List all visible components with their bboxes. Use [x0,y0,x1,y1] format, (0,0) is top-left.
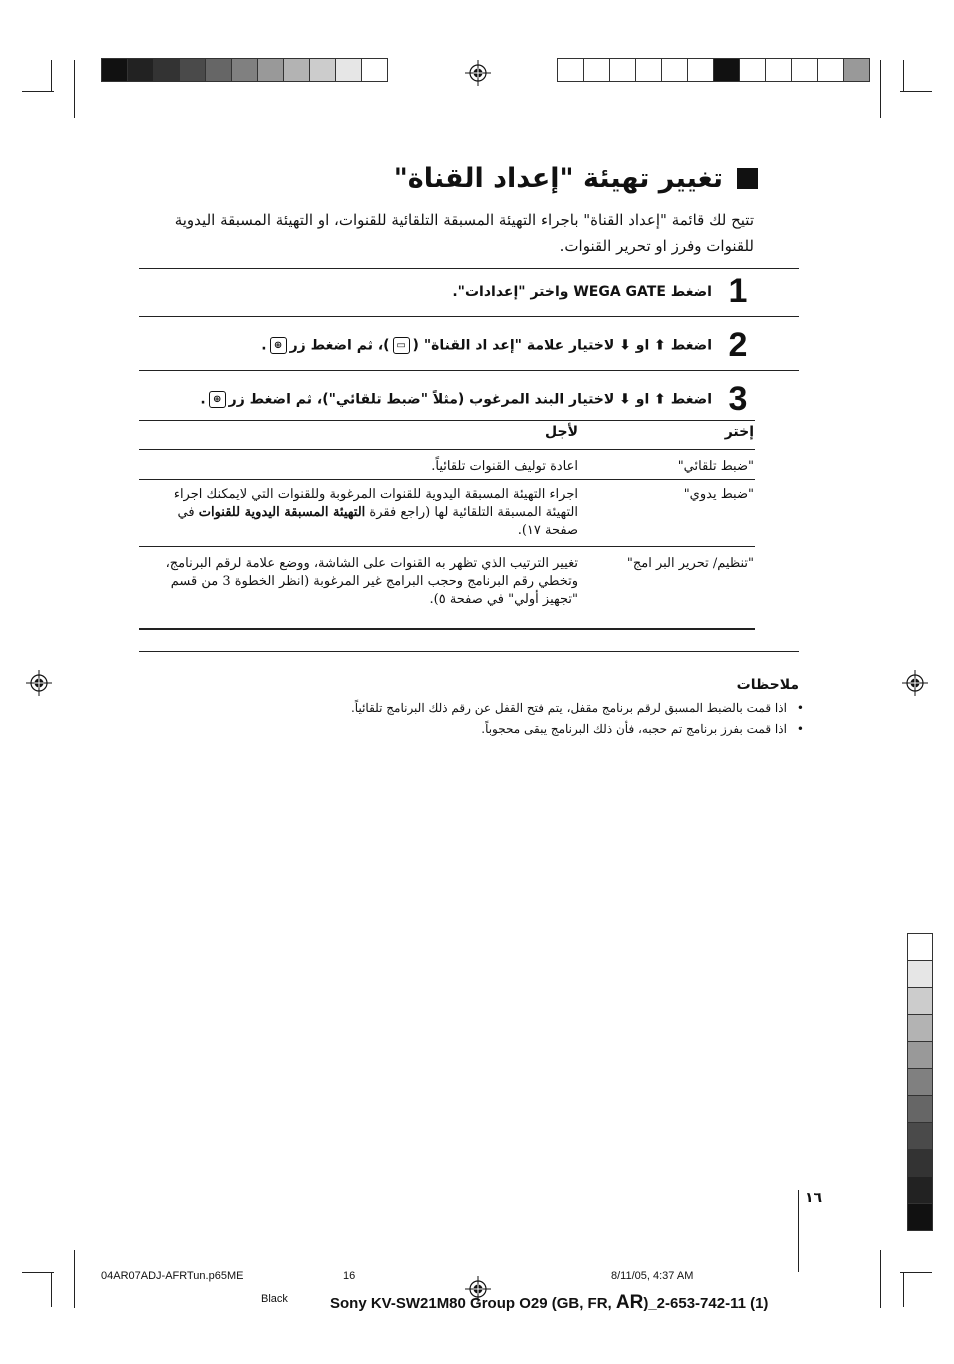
color-swatch [361,58,388,82]
color-swatch [907,1095,933,1123]
ok-button-icon: ⊕ [209,391,226,408]
color-swatch [583,58,610,82]
color-swatch [907,1176,933,1204]
footer-color: Black [261,1293,288,1305]
table-top-border [139,420,755,421]
color-calibration-bar-side [907,933,932,1230]
footer-date: 8/11/05, 4:37 AM [611,1270,694,1282]
channel-setup-icon: ▭ [393,337,410,354]
crop-mark [74,60,75,118]
footer-product-part: Sony KV-SW21M80 Group O29 (GB, FR, [330,1295,616,1312]
crop-mark [51,60,52,92]
crop-mark [880,60,881,118]
color-swatch [791,58,818,82]
registration-mark-icon [26,670,52,696]
heading-square-icon [737,168,758,189]
table-cell-purpose [158,486,578,540]
list-item: • اذا قمت بالضبط المسبق لرقم برنامج مقفل، يتم فتح القفل عن رقم ذلك البرنامج تلقائياً. [204,698,804,719]
footer-product-part: AR [615,1292,644,1313]
color-swatch [283,58,310,82]
footer-page: 16 [343,1270,356,1282]
step-number: 1 [728,272,748,310]
notes-list [204,698,804,740]
table-cell-text: في صفحة ١٧). [177,505,578,538]
crop-mark [903,1272,904,1307]
color-swatch [843,58,870,82]
page-number: ١٦ [805,1190,823,1206]
table-cell-select: "ضبط يدوي" [683,487,754,502]
step-text-part: )، ثم اضغط زر [289,337,390,354]
crop-mark [903,60,904,92]
crop-mark [74,1250,75,1308]
section-heading [394,163,758,194]
color-swatch [205,58,232,82]
ok-button-icon: ⊕ [270,337,287,354]
step-text-part: اضغط ⬆ او ⬇ لاختيار البند المرغوب (مثلاً "ضبط تلقائي")، ثم اضغط زر [228,391,712,408]
divider [139,316,799,317]
step-text-part: . [261,337,267,354]
notes-heading: ملاحظات [736,677,799,693]
table-cell-select: "ضبط تلقائي" [677,459,754,474]
registration-mark-icon [902,670,928,696]
table-header-select: إختر [724,424,754,440]
color-swatch [907,933,933,961]
step-2 [261,326,758,365]
divider [139,370,799,371]
step-number: 3 [728,380,748,418]
footer-product-part: )_2-653-742-11 (1) [643,1295,769,1312]
color-swatch [907,1149,933,1177]
color-swatch [817,58,844,82]
footer-product-code [330,1292,768,1314]
step-number: 2 [728,326,748,364]
intro-paragraph: تتيح لك قائمة "إعداد القناة" باجراء التهيئة المسبقة التلقائية للقنوات، او التهيئة المسبقة اليدوية للقنوات وفرز او تحرير القنوات. [174,211,754,255]
step-text [261,337,712,354]
divider [139,651,799,652]
table-bottom-border [139,628,755,630]
color-swatch [635,58,662,82]
color-swatch [765,58,792,82]
table-divider [139,449,755,450]
color-swatch [609,58,636,82]
table-cell-purpose: اعادة توليف القنوات تلقائياً. [431,459,578,474]
color-swatch [687,58,714,82]
color-swatch [101,58,128,82]
step-text [200,391,712,408]
crop-mark [51,1272,52,1307]
crop-mark [22,1272,54,1273]
crop-mark [22,91,54,92]
step-text-part: . [200,391,206,408]
color-swatch [907,987,933,1015]
color-swatch [257,58,284,82]
step-3 [200,380,758,419]
step-text-part: اضغط ⬆ او ⬇ لاختيار علامة "إعد اد القناة" ( [412,337,712,354]
divider [139,268,799,269]
color-swatch [309,58,336,82]
table-cell-text: اجراء التهيئة المسبقة اليدوية للقنوات المرغوبة وللقنوات التي لايمكنك اجراء التهيئة المسبقة التلقائية لها (راجع فقرة [173,487,578,520]
crop-mark [900,1272,932,1273]
color-calibration-bar-right [557,58,869,82]
color-swatch [907,1203,933,1231]
crop-mark [880,1250,881,1308]
color-swatch [661,58,688,82]
table-divider [139,479,755,480]
step-text: اضغط WEGA GATE واختر "إعدادات". [452,283,712,300]
table-divider [139,546,755,547]
list-item: • اذا قمت بفرز برنامج تم حجبه، فأن ذلك البرنامج يبقى محجوباً. [204,719,804,740]
table-header-purpose: لأجل [544,424,578,440]
color-swatch [713,58,740,82]
color-swatch [179,58,206,82]
color-swatch [335,58,362,82]
page-number-rule [798,1190,799,1272]
color-swatch [907,1068,933,1096]
color-swatch [907,1041,933,1069]
table-cell-select: "تنظيم/ تحرير البر امج" [626,556,754,571]
color-swatch [557,58,584,82]
color-swatch [907,1014,933,1042]
color-swatch [153,58,180,82]
table-cell-bold-text: التهيئة المسبقة اليدوية للقنوات [198,505,366,520]
color-swatch [907,960,933,988]
page-title: تغيير تهيئة "إعداد القناة" [393,163,723,194]
footer-file: 04AR07ADJ-AFRTun.p65ME [101,1270,244,1282]
registration-mark-icon [465,60,491,86]
color-calibration-bar-left [101,58,387,82]
table-cell-purpose: تغيير الترتيب الذي تظهر به القنوات على الشاشة، ووضع علامة لرقم البرنامج، وتخطي رقم البرنامج وحجب البرامج غير المرغوبة (انظر الخطوة 3 من قسم "تجهيز أولي" في صفحة ٥). [165,556,578,607]
color-swatch [739,58,766,82]
color-swatch [907,1122,933,1150]
color-swatch [231,58,258,82]
crop-mark [900,91,932,92]
color-swatch [127,58,154,82]
step-1 [452,272,758,311]
